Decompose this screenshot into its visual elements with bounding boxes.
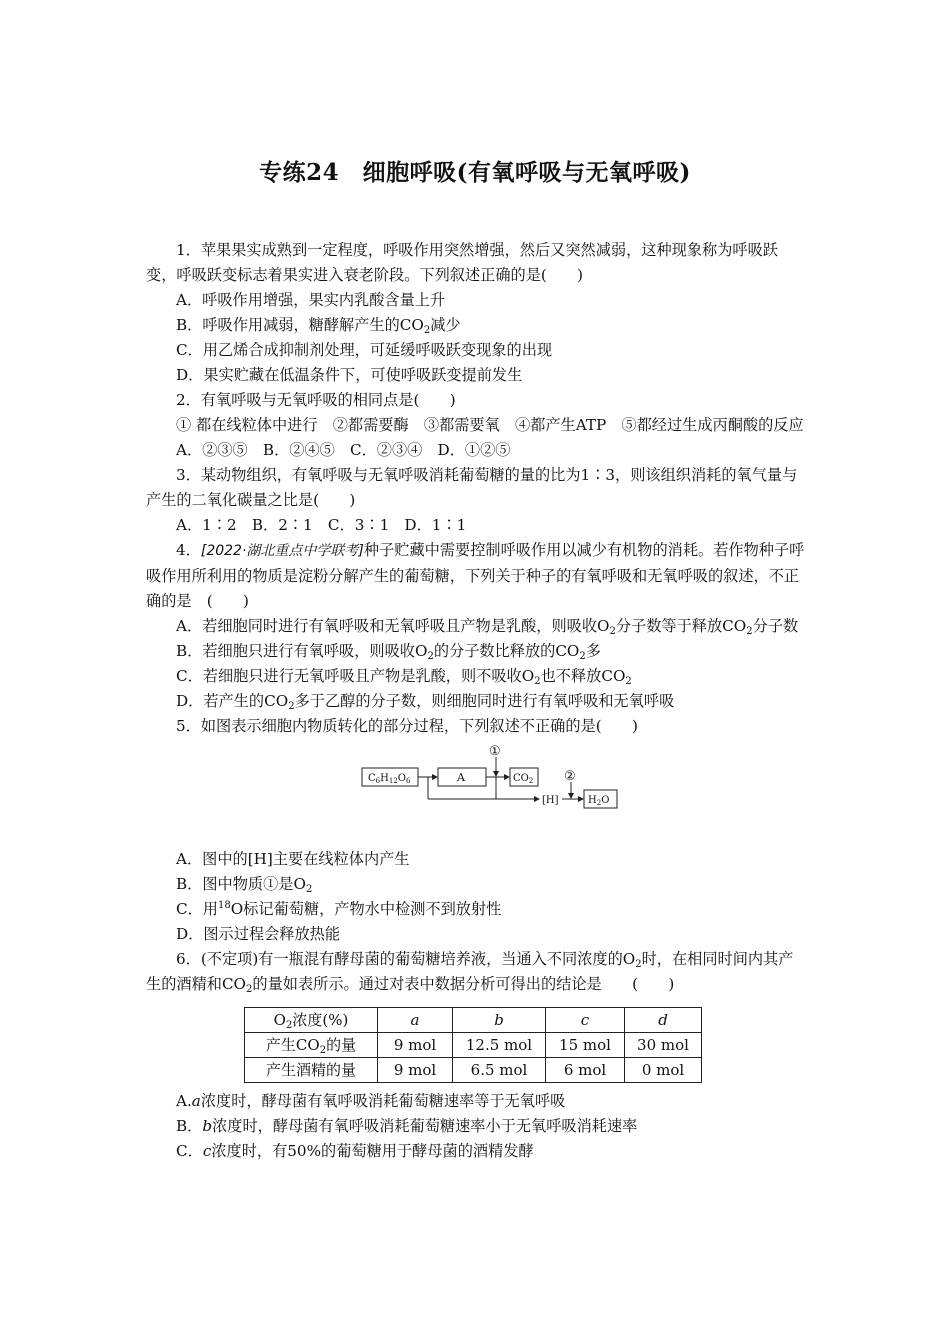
- q3-stem: 3．某动物组织，有氧呼吸与无氧呼吸消耗葡萄糖的量的比为1∶3，则该组织消耗的氧气量与产生的二氧化碳量之比是( ): [146, 466, 798, 509]
- arrow-head: [568, 793, 574, 799]
- table-cell: 15 mol: [546, 1033, 625, 1058]
- q6-option-c: C．c浓度时，有50%的葡萄糖用于酵母菌的酒精发酵: [176, 1142, 534, 1160]
- glucose-label: $C_6H_{12}O_6$: [368, 773, 411, 785]
- arrow-head: [493, 771, 499, 777]
- table-cell: 12.5 mol: [453, 1033, 546, 1058]
- table-cell: 6 mol: [546, 1058, 625, 1083]
- q4-source: [2022·湖北重点中学联考]: [200, 543, 364, 559]
- a-label: A: [457, 771, 465, 784]
- q4-option-b: B．若细胞只进行有氧呼吸，则吸收$O_2$的分子数比释放的$CO_2$多: [176, 642, 601, 662]
- table-row: [245, 1033, 702, 1058]
- h-label: [H]: [542, 795, 559, 806]
- q2-options: A．②③⑤ B．②④⑤ C．②③④ D．①②⑤: [176, 441, 511, 459]
- table-cell: 9 mol: [378, 1058, 453, 1083]
- q2-items: ① 都在线粒体中进行 ②都需要酶 ③都需要氧 ④都产生ATP ⑤都经过生成丙酮酸的反应: [176, 416, 804, 434]
- q5-option-d: D．图示过程会释放热能: [176, 925, 341, 943]
- q5-option-c: C．用$^{18}$O标记葡萄糖，产物水中检测不到放射性: [176, 900, 502, 918]
- q5-stem: 5．如图表示细胞内物质转化的部分过程，下列叙述不正确的是( ): [176, 717, 638, 735]
- q5-option-a: A．图中的[H]主要在线粒体内产生: [176, 850, 410, 868]
- arrow-head: [504, 774, 510, 780]
- arrow-head: [534, 796, 540, 802]
- table-row: [245, 1008, 702, 1033]
- table-row: [245, 1058, 702, 1083]
- co2-label: $CO_2$: [513, 773, 534, 785]
- mark-2: ②: [564, 769, 576, 784]
- arrow-head: [432, 774, 438, 780]
- q4-stem: 4．[2022·湖北重点中学联考]种子贮藏中需要控制呼吸作用以减少有机物的消耗。若作物种子呼吸作用所利用的物质是淀粉分解产生的葡萄糖，下列关于种子的有氧呼吸和无氧呼吸的叙述，不正确的是 ( ): [146, 541, 805, 610]
- q4-option-c: C．若细胞只进行无氧呼吸且产物是乳酸，则不吸收$O_2$也不释放$CO_2$: [176, 667, 632, 687]
- q1-option-d: D．果实贮藏在低温条件下，可使呼吸跃变提前发生: [176, 366, 523, 384]
- question-content: [146, 238, 808, 1164]
- h2o-label: $H_2O$: [588, 795, 610, 807]
- table-cell: 30 mol: [625, 1033, 702, 1058]
- table-header-cell: $O_2$浓度(%): [245, 1008, 378, 1033]
- mark-1: ①: [489, 744, 501, 759]
- table-header-cell: b: [453, 1008, 546, 1033]
- q6-stem: 6．(不定项)有一瓶混有酵母菌的葡萄糖培养液，当通入不同浓度的$O_2$时，在相同时间内其产生的酒精和$CO_2$的量如表所示。通过对表中数据分析可得出的结论是 ( ): [146, 950, 794, 995]
- q1-option-a: A．呼吸作用增强，果实内乳酸含量上升: [176, 291, 446, 309]
- q4-option-a: A．若细胞同时进行有氧呼吸和无氧呼吸且产物是乳酸，则吸收$O_2$分子数等于释放$CO_2$分子数: [176, 617, 799, 637]
- page-title: 专练24 细胞呼吸(有氧呼吸与无氧呼吸): [259, 159, 691, 186]
- metabolism-diagram: [146, 743, 808, 829]
- q4-option-d: D．若产生的$CO_2$多于乙醇的分子数，则细胞同时进行有氧呼吸和无氧呼吸: [176, 692, 675, 712]
- q5-option-b: B．图中物质①是$O_2$: [176, 875, 313, 895]
- q1-stem: 1．苹果果实成熟到一定程度，呼吸作用突然增强，然后又突然减弱，这种现象称为呼吸跃变，呼吸跃变标志着果实进入衰老阶段。下列叙述正确的是( ): [146, 241, 778, 284]
- table-cell: 9 mol: [378, 1033, 453, 1058]
- table-row-label: 产生酒精的量: [245, 1058, 378, 1083]
- table-cell: 6.5 mol: [453, 1058, 546, 1083]
- table-row-label: 产生$CO_2$的量: [245, 1033, 378, 1058]
- table-header-cell: a: [378, 1008, 453, 1033]
- table-header-cell: d: [625, 1008, 702, 1033]
- q1-option-b: B．呼吸作用减弱，糖酵解产生的$CO_2$减少: [176, 316, 461, 336]
- table-cell: 0 mol: [625, 1058, 702, 1083]
- arrow-head: [578, 796, 584, 802]
- q2-stem: 2．有氧呼吸与无氧呼吸的相同点是( ): [176, 391, 456, 409]
- q6-data-table: [244, 1007, 702, 1083]
- table-header-cell: c: [546, 1008, 625, 1033]
- q6-option-a: A.a浓度时，酵母菌有氧呼吸消耗葡萄糖速率等于无氧呼吸: [176, 1092, 566, 1110]
- q6-option-b: B．b浓度时，酵母菌有氧呼吸消耗葡萄糖速率小于无氧呼吸消耗速率: [176, 1117, 638, 1135]
- q1-option-c: C．用乙烯合成抑制剂处理，可延缓呼吸跃变现象的出现: [176, 341, 553, 359]
- q3-options: A．1∶2 B．2∶1 C．3∶1 D．1∶1: [176, 516, 467, 534]
